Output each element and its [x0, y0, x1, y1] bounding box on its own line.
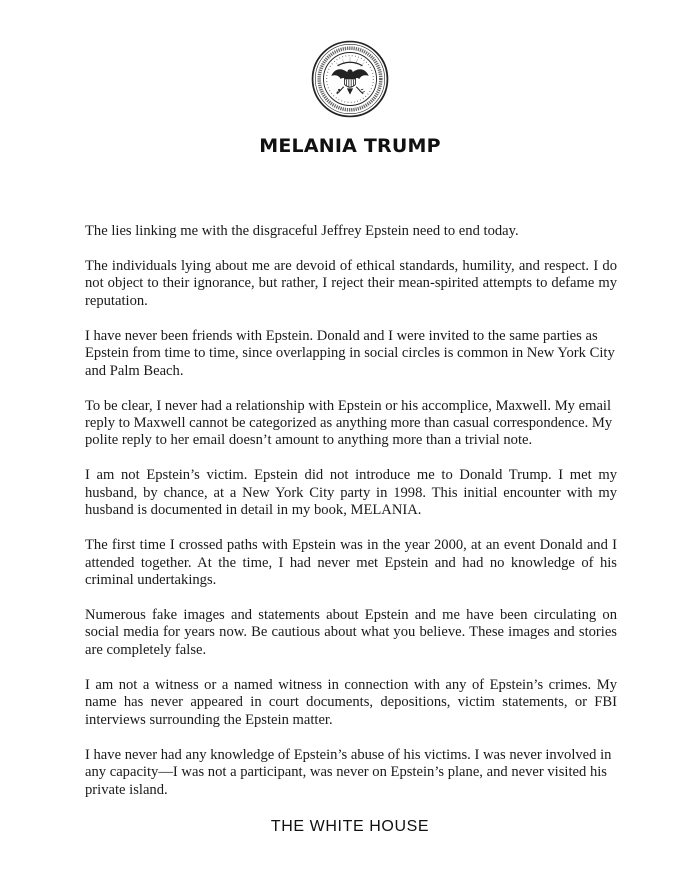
paragraph: I have never been friends with Epstein. Donald and I were invited to the same parties as Epstein from time to time, since overlapping in social circles is common in New York City and Palm Beach.: [85, 327, 615, 379]
author-name: MELANIA TRUMP: [259, 135, 441, 157]
paragraph: The lies linking me with the disgraceful Jeffrey Epstein need to end today.: [85, 223, 519, 239]
paragraph: Numerous fake images and statements about Epstein and me have been circulating on social media for years now. Be cautious about what you believe. These images and stories are completely false.: [85, 607, 617, 658]
paragraph: The first time I crossed paths with Epstein was in the year 2000, at an event Donald and I attended together. At the time, I had never met Epstein and had no knowledge of his criminal undertakings.: [85, 537, 617, 589]
paragraph: To be clear, I never had a relationship with Epstein or his accomplice, Maxwell. My email reply to Maxwell cannot be categorized as anything more than casual correspondence. My polite reply to her email doesn’t amount to anything more than a trivial note.: [85, 397, 613, 449]
paragraph: I am not a witness or a named witness in connection with any of Epstein’s crimes. My name has never appeared in court documents, depositions, victim statements, or FBI interviews surrounding the Epstein matter.: [85, 676, 617, 728]
letterhead-footer: THE WHITE HOUSE: [270, 818, 430, 835]
presidential-seal-icon: [311, 40, 389, 118]
paragraph: I have never had any knowledge of Epstein’s abuse of his victims. I was never involved in any capacity—I was not a participant, was never on Epstein’s plane, and never visited his private island.: [85, 746, 612, 798]
statement-body: [85, 223, 617, 817]
paragraph: I am not Epstein’s victim. Epstein did not introduce me to Donald Trump. I met my husband, by chance, at a New York City party in 1998. This initial encounter with my husband is documented in detail in my book, MELANIA.: [85, 467, 617, 519]
paragraph: The individuals lying about me are devoid of ethical standards, humility, and respect. I do not object to their ignorance, but rather, I reject their mean-spirited attempts to defame my reputation.: [85, 258, 617, 309]
